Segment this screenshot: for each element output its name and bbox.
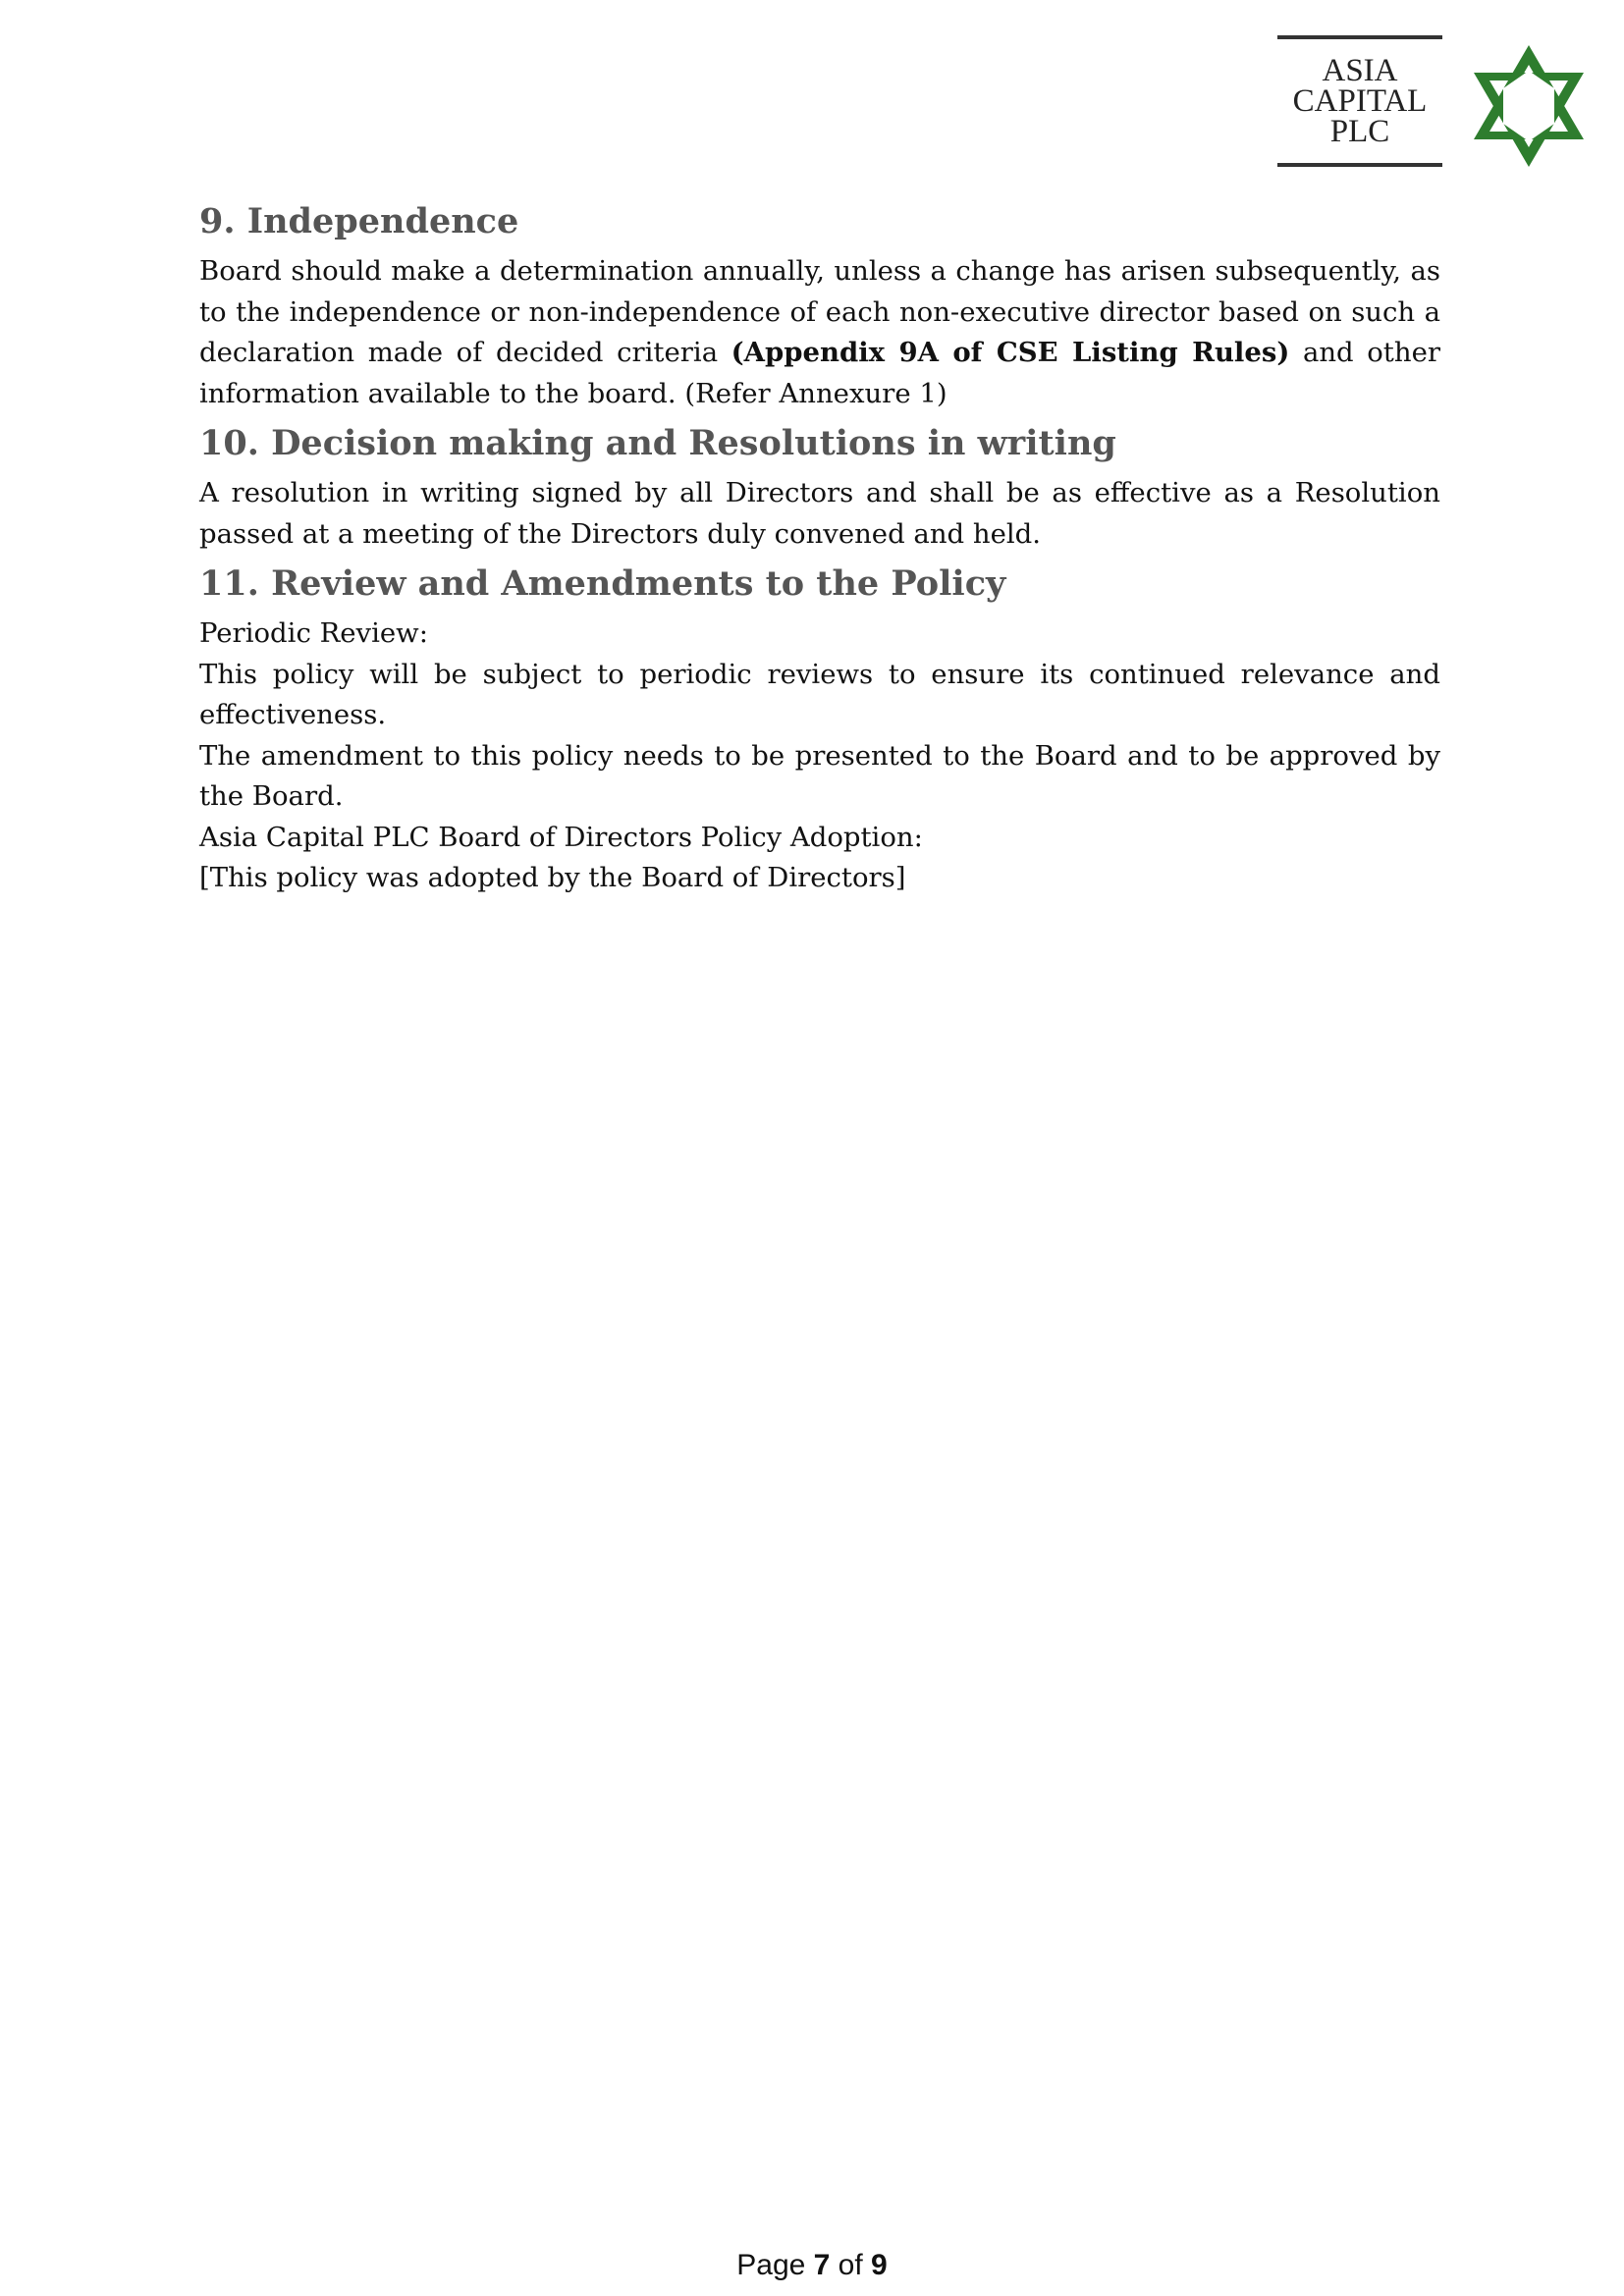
adoption-note: [This policy was adopted by the Board of Directors]	[199, 862, 906, 893]
current-page-number: 7	[813, 2249, 831, 2281]
periodic-review-label: Periodic Review:	[199, 617, 428, 649]
logo-line-3: PLC	[1329, 113, 1390, 149]
star-emblem-icon	[1470, 41, 1588, 171]
footer-prefix: Page	[736, 2249, 814, 2281]
company-logo	[1277, 35, 1592, 171]
amendment-paragraph: The amendment to this policy needs to be presented to the Board and to be approved by the Board.	[199, 739, 1440, 812]
resolutions-paragraph: A resolution in writing signed by all Directors and shall be as effective as a Resolution passed at a meeting of the Directors duly convened and held.	[199, 477, 1440, 550]
total-page-count: 9	[871, 2249, 888, 2281]
section-heading-review: 11. Review and Amendments to the Policy	[199, 563, 1006, 604]
periodic-review-paragraph: This policy will be subject to periodic reviews to ensure its continued relevance and effectiveness.	[199, 658, 1440, 730]
logo-line-1: ASIA	[1322, 52, 1398, 88]
independence-text-2: and other information available to the board. (Refer Annexure 1)	[199, 337, 1440, 409]
page-number-footer	[0, 2249, 1624, 2282]
logo-wordmark	[1277, 35, 1442, 167]
section-heading-resolutions: 10. Decision making and Resolutions in writing	[199, 423, 1116, 463]
document-body	[199, 192, 1440, 899]
independence-bold-reference: (Appendix 9A of CSE Listing Rules)	[731, 337, 1290, 368]
section-heading-independence: 9. Independence	[199, 201, 519, 241]
adoption-title: Asia Capital PLC Board of Directors Policy Adoption:	[199, 821, 923, 853]
footer-middle: of	[830, 2249, 872, 2281]
independence-paragraph	[199, 251, 1440, 414]
independence-text-1: Board should make a determination annually, unless a change has arisen subsequently, as to the independence or non-independence of each non-executive director based on such a declaration made of decided criteria	[199, 255, 1440, 368]
logo-line-2: CAPITAL	[1292, 82, 1428, 119]
